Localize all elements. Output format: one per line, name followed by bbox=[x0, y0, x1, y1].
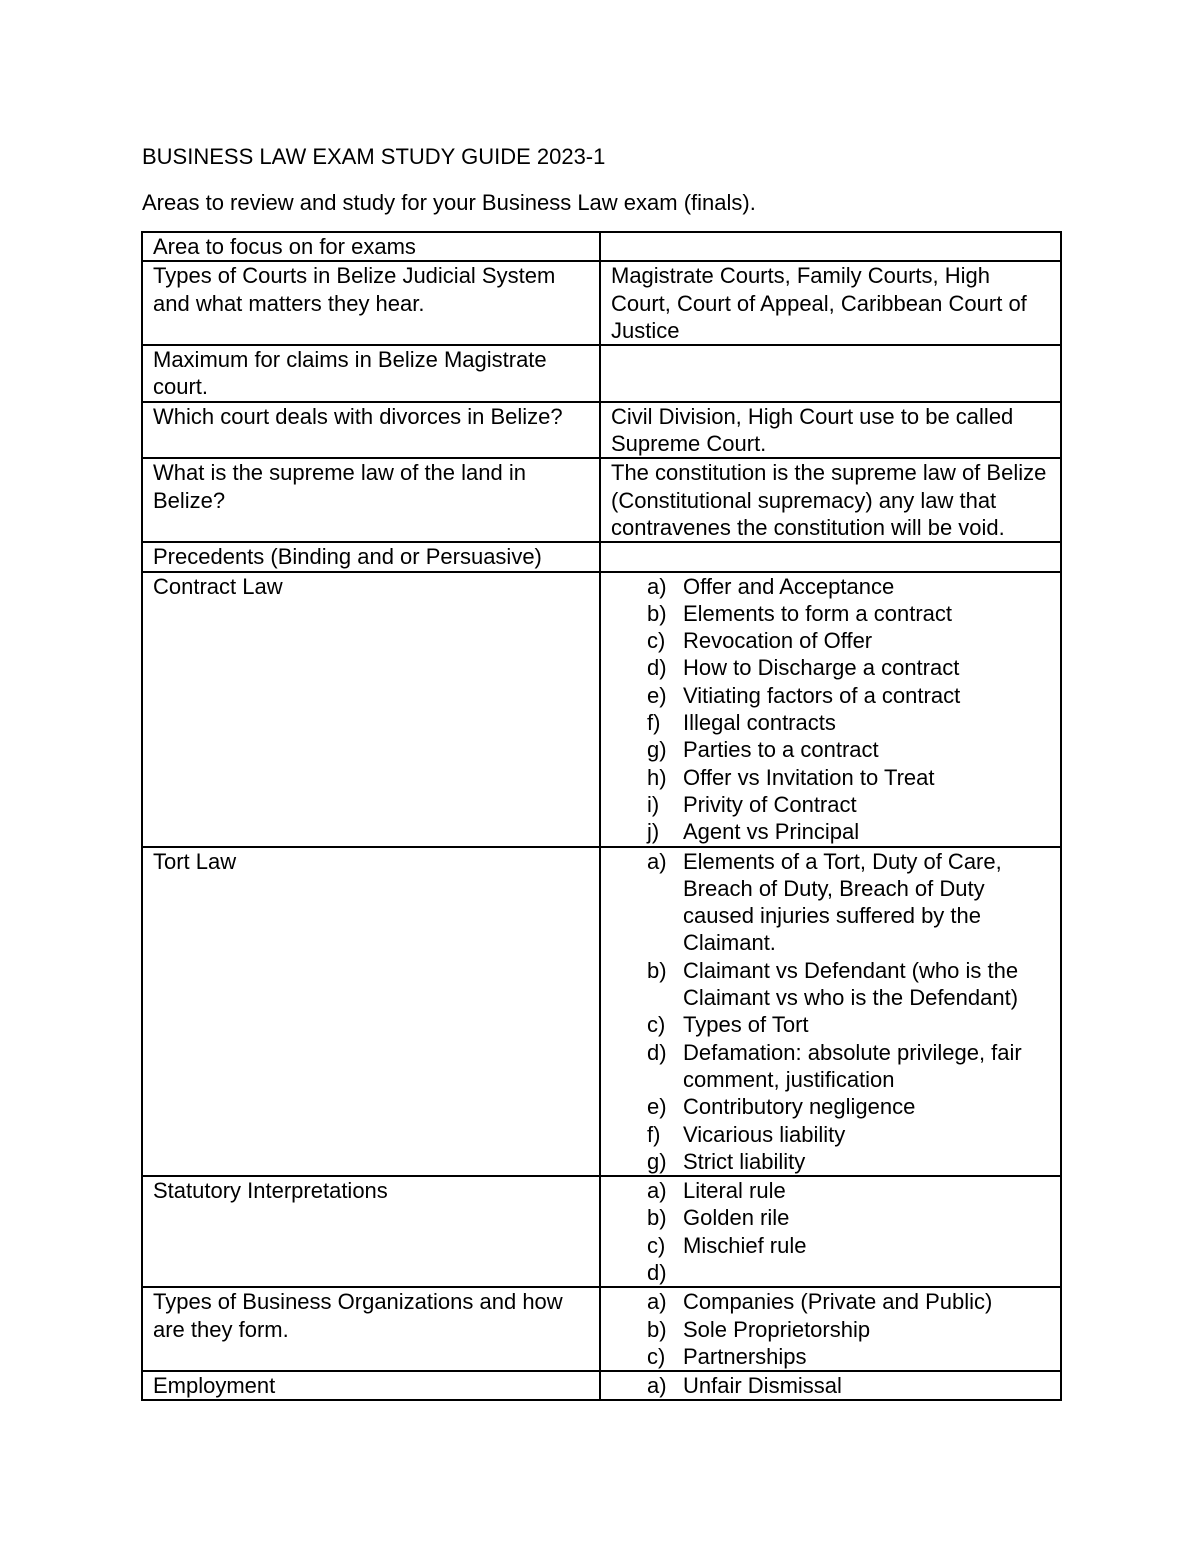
list-item bbox=[611, 1316, 1052, 1343]
list-item-text: Illegal contracts bbox=[683, 710, 836, 736]
list-marker: d) bbox=[647, 655, 667, 681]
topic-cell: Precedents (Binding and or Persuasive) bbox=[142, 542, 600, 571]
notes-cell bbox=[600, 542, 1061, 571]
notes-cell: Magistrate Courts, Family Courts, High Court, Court of Appeal, Caribbean Court of Justice bbox=[600, 261, 1061, 345]
header-cell-notes bbox=[600, 232, 1061, 261]
list-item-text: Elements of a Tort, Duty of Care, Breach of Duty, Breach of Duty caused injuries suffered by the Claimant. bbox=[683, 848, 1002, 956]
notes-cell: The constitution is the supreme law of Belize (Constitutional supremacy) any law that contravenes the constitution will be void. bbox=[600, 458, 1061, 542]
list-marker: a) bbox=[647, 1178, 667, 1204]
list-item-text: Offer vs Invitation to Treat bbox=[683, 764, 935, 790]
list-marker: f) bbox=[647, 710, 661, 736]
list-marker: e) bbox=[647, 682, 667, 708]
topic-list bbox=[611, 1288, 1052, 1370]
list-item bbox=[611, 1011, 1052, 1038]
list-item bbox=[611, 1343, 1052, 1370]
list-item-text: Revocation of Offer bbox=[683, 628, 873, 654]
list-marker: g) bbox=[647, 737, 667, 763]
list-item bbox=[611, 627, 1052, 654]
list-marker: c) bbox=[647, 1012, 666, 1038]
list-item bbox=[611, 764, 1052, 791]
topic-cell: Maximum for claims in Belize Magistrate court. bbox=[142, 345, 600, 402]
list-item-text: Partnerships bbox=[683, 1343, 807, 1369]
study-guide-table bbox=[141, 231, 1062, 1401]
list-item-text: Offer and Acceptance bbox=[683, 573, 895, 599]
list-item bbox=[611, 709, 1052, 736]
topic-cell: Statutory Interpretations bbox=[142, 1176, 600, 1287]
list-marker: b) bbox=[647, 957, 667, 983]
table-row bbox=[142, 847, 1061, 1177]
list-item bbox=[611, 654, 1052, 681]
list-item-text: Defamation: absolute privilege, fair comment, justification bbox=[683, 1039, 1022, 1092]
topic-cell: What is the supreme law of the land in Belize? bbox=[142, 458, 600, 542]
list-marker: d) bbox=[647, 1259, 667, 1285]
list-marker: e) bbox=[647, 1094, 667, 1120]
topic-cell: Contract Law bbox=[142, 572, 600, 847]
list-item bbox=[611, 1259, 1052, 1286]
list-item-text: Vicarious liability bbox=[683, 1121, 846, 1147]
table-row bbox=[142, 345, 1061, 402]
topic-list bbox=[611, 848, 1052, 1176]
list-item-text: Parties to a contract bbox=[683, 737, 879, 763]
list-marker: c) bbox=[647, 628, 666, 654]
list-item bbox=[611, 791, 1052, 818]
list-marker: a) bbox=[647, 573, 667, 599]
notes-cell: Civil Division, High Court use to be called Supreme Court. bbox=[600, 402, 1061, 459]
list-item bbox=[611, 1177, 1052, 1204]
topic-cell: Types of Business Organizations and how are they form. bbox=[142, 1287, 600, 1371]
list-item bbox=[611, 573, 1052, 600]
topic-cell: Types of Courts in Belize Judicial System and what matters they hear. bbox=[142, 261, 600, 345]
list-item bbox=[611, 1039, 1052, 1094]
list-marker: b) bbox=[647, 600, 667, 626]
list-item bbox=[611, 600, 1052, 627]
notes-cell bbox=[600, 847, 1061, 1177]
table-row bbox=[142, 402, 1061, 459]
notes-cell bbox=[600, 345, 1061, 402]
table-header-row bbox=[142, 232, 1061, 261]
list-item bbox=[611, 1232, 1052, 1259]
list-item-text: Strict liability bbox=[683, 1148, 806, 1174]
topic-cell: Which court deals with divorces in Belize? bbox=[142, 402, 600, 459]
list-item-text: Literal rule bbox=[683, 1178, 786, 1204]
list-item-text: Elements to form a contract bbox=[683, 600, 952, 626]
list-marker: b) bbox=[647, 1205, 667, 1231]
list-marker: g) bbox=[647, 1148, 667, 1174]
list-item bbox=[611, 1372, 1052, 1399]
list-marker: j) bbox=[647, 819, 660, 845]
list-item-text: Privity of Contract bbox=[683, 791, 857, 817]
topic-list bbox=[611, 573, 1052, 846]
list-marker: a) bbox=[647, 1289, 667, 1315]
list-marker: a) bbox=[647, 1373, 667, 1399]
list-item-text: Sole Proprietorship bbox=[683, 1316, 871, 1342]
list-item-text: Mischief rule bbox=[683, 1232, 807, 1258]
table-row bbox=[142, 572, 1061, 847]
list-marker: a) bbox=[647, 848, 667, 874]
list-item-text: Vitiating factors of a contract bbox=[683, 682, 961, 708]
table-row bbox=[142, 1176, 1061, 1287]
topic-cell: Tort Law bbox=[142, 847, 600, 1177]
list-item-text: Golden rile bbox=[683, 1205, 790, 1231]
header-cell-topic: Area to focus on for exams bbox=[142, 232, 600, 261]
document-title: BUSINESS LAW EXAM STUDY GUIDE 2023-1 bbox=[142, 144, 606, 169]
list-item bbox=[611, 736, 1052, 763]
list-marker: i) bbox=[647, 791, 660, 817]
list-item bbox=[611, 1204, 1052, 1231]
document-intro: Areas to review and study for your Business Law exam (finals). bbox=[142, 190, 756, 215]
list-marker: h) bbox=[647, 764, 667, 790]
table-row bbox=[142, 458, 1061, 542]
list-item bbox=[611, 682, 1052, 709]
list-item bbox=[611, 1121, 1052, 1148]
notes-cell bbox=[600, 1287, 1061, 1371]
table-row bbox=[142, 1371, 1061, 1400]
notes-cell bbox=[600, 572, 1061, 847]
list-item bbox=[611, 1288, 1052, 1315]
topic-list bbox=[611, 1177, 1052, 1286]
list-item-text: Companies (Private and Public) bbox=[683, 1289, 993, 1315]
list-item-text: Agent vs Principal bbox=[683, 819, 860, 845]
topic-cell: Employment bbox=[142, 1371, 600, 1400]
table-row bbox=[142, 261, 1061, 345]
list-item bbox=[611, 848, 1052, 957]
list-marker: f) bbox=[647, 1121, 661, 1147]
list-item bbox=[611, 957, 1052, 1012]
list-item bbox=[611, 1093, 1052, 1120]
list-item-text: How to Discharge a contract bbox=[683, 655, 960, 681]
table-row bbox=[142, 542, 1061, 571]
list-item-text: Unfair Dismissal bbox=[683, 1373, 842, 1399]
list-marker: b) bbox=[647, 1316, 667, 1342]
list-item-text: Contributory negligence bbox=[683, 1094, 916, 1120]
notes-cell bbox=[600, 1176, 1061, 1287]
table-row bbox=[142, 1287, 1061, 1371]
list-marker: d) bbox=[647, 1039, 667, 1065]
list-item bbox=[611, 1148, 1052, 1175]
notes-cell bbox=[600, 1371, 1061, 1400]
list-marker: c) bbox=[647, 1232, 666, 1258]
list-item-text: Types of Tort bbox=[683, 1012, 809, 1038]
list-marker: c) bbox=[647, 1343, 666, 1369]
list-item-text: Claimant vs Defendant (who is the Claimant vs who is the Defendant) bbox=[683, 957, 1019, 1011]
topic-list bbox=[611, 1372, 1052, 1399]
list-item bbox=[611, 818, 1052, 845]
